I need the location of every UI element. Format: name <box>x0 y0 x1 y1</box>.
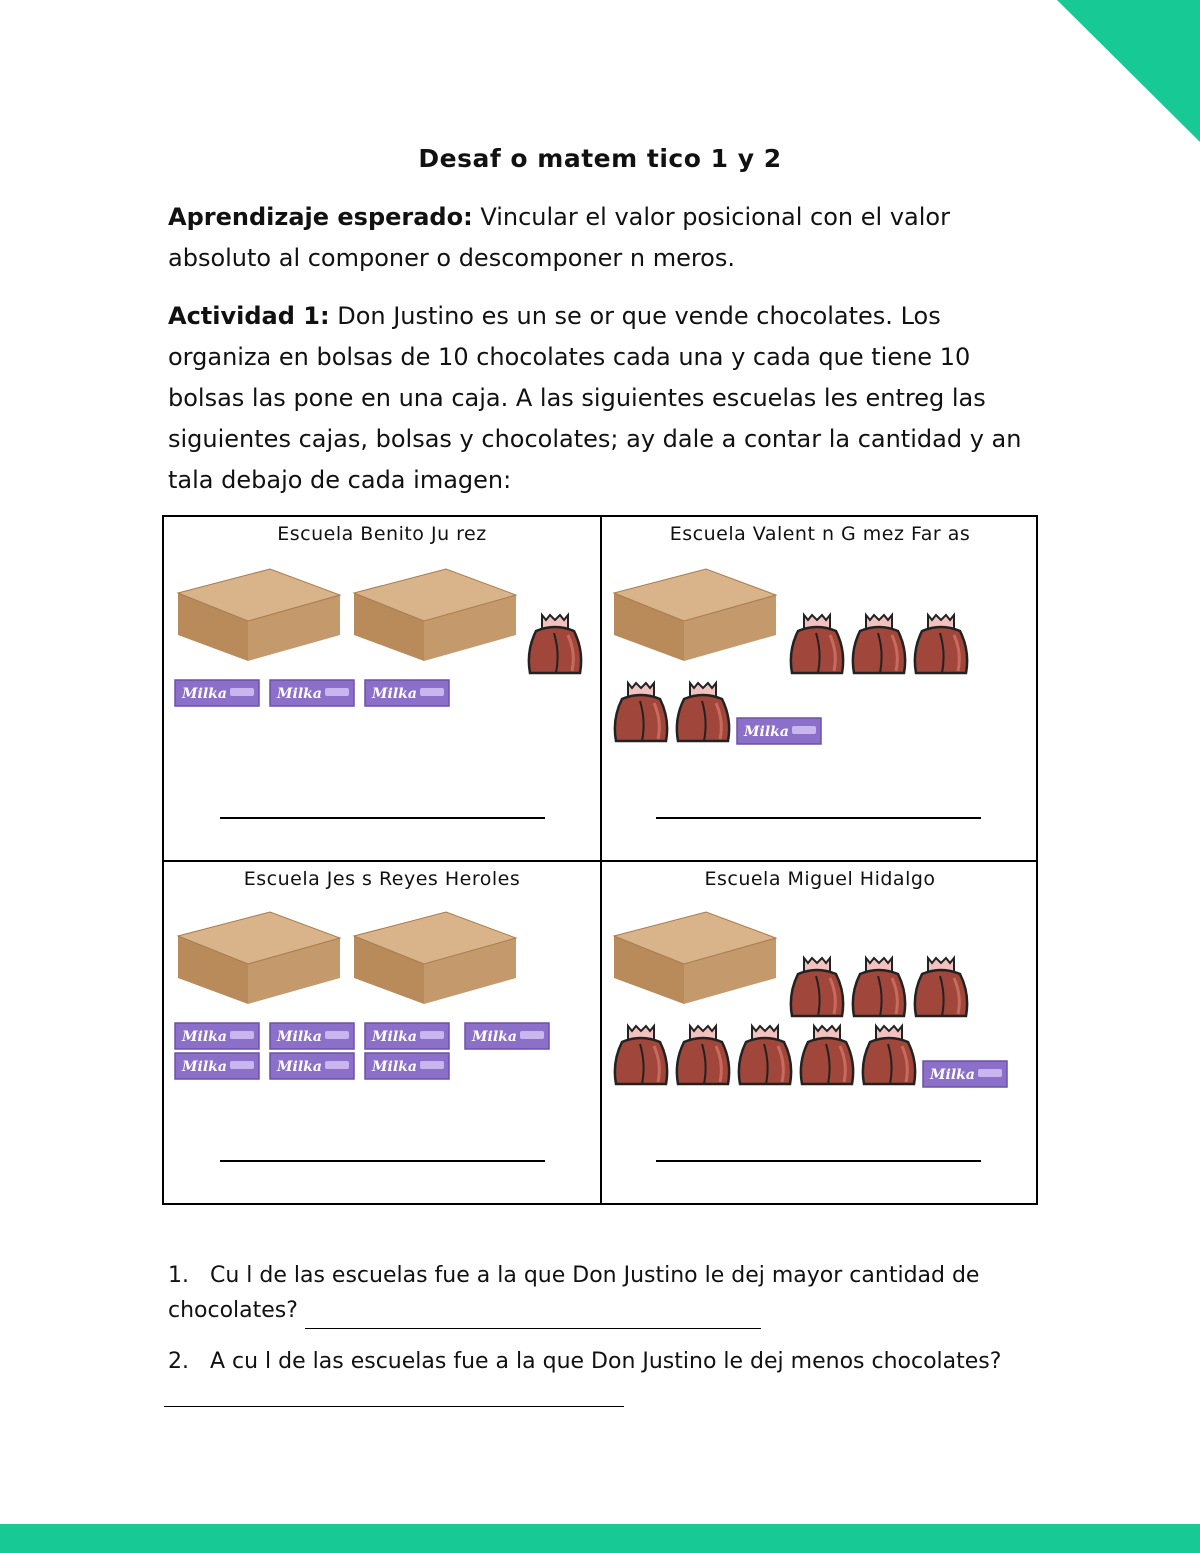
answer-blank[interactable] <box>220 817 545 819</box>
question-text: Cu l de las escuelas fue a la que Don Justino le dej mayor cantidad de chocolates? <box>168 1263 980 1323</box>
school-cell-miguel-hidalgo <box>602 862 1038 1205</box>
milka-label: Milka <box>372 1059 417 1075</box>
cardboard-box-icon <box>174 565 344 665</box>
answer-blank[interactable] <box>656 817 981 819</box>
schools-table <box>162 515 1038 1205</box>
milka-bar-icon <box>736 717 822 745</box>
milka-label: Milka <box>930 1067 975 1083</box>
milka-bar-icon <box>269 1022 355 1050</box>
chocolate-bag-icon <box>672 679 734 747</box>
cardboard-box-icon <box>610 908 780 1008</box>
milka-bar-icon <box>464 1022 550 1050</box>
teal-triangle-decoration <box>1057 0 1200 142</box>
question-number: 1. <box>168 1263 189 1288</box>
milka-label: Milka <box>277 686 322 702</box>
cardboard-box-icon <box>350 565 520 665</box>
aprendizaje-label: Aprendizaje esperado: <box>168 203 473 231</box>
school-cell-valentin-gomez-farias <box>602 517 1038 860</box>
answer-blank[interactable] <box>220 1160 545 1162</box>
aprendizaje-paragraph <box>168 197 1048 279</box>
question-1 <box>168 1258 1048 1329</box>
answer-blank[interactable] <box>656 1160 981 1162</box>
school-name: Escuela Benito Ju rez <box>277 523 487 545</box>
actividad-label: Actividad 1: <box>168 302 330 330</box>
milka-label: Milka <box>277 1059 322 1075</box>
chocolate-bag-icon <box>610 679 672 747</box>
milka-bar-icon <box>364 1022 450 1050</box>
milka-bar-icon <box>922 1060 1008 1088</box>
chocolate-bag-icon <box>858 1022 920 1090</box>
chocolate-bag-icon <box>786 954 848 1022</box>
chocolate-bag-icon <box>910 611 972 679</box>
milka-label: Milka <box>372 686 417 702</box>
corner-decoration <box>0 0 1200 160</box>
chocolate-bag-icon <box>796 1022 858 1090</box>
milka-label: Milka <box>182 1059 227 1075</box>
chocolate-bag-icon <box>734 1022 796 1090</box>
cardboard-box-icon <box>610 565 780 665</box>
chocolate-bag-icon <box>910 954 972 1022</box>
cardboard-box-icon <box>350 908 520 1008</box>
footer-bar-decoration <box>0 1524 1200 1553</box>
milka-label: Milka <box>744 724 789 740</box>
chocolate-bag-icon <box>524 611 586 679</box>
milka-bar-icon <box>174 1022 260 1050</box>
question-number: 2. <box>168 1349 189 1374</box>
milka-bar-icon <box>364 679 450 707</box>
chocolate-bag-icon <box>672 1022 734 1090</box>
school-cell-benito-juarez <box>164 517 600 860</box>
school-name: Escuela Valent n G mez Far as <box>669 523 971 545</box>
milka-label: Milka <box>182 1029 227 1045</box>
milka-label: Milka <box>182 686 227 702</box>
aprendizaje-text: Vincular el valor posicional con el valor absoluto al componer o descomponer n meros. <box>168 203 950 272</box>
milka-label: Milka <box>277 1029 322 1045</box>
question-2 <box>168 1344 1048 1379</box>
milka-bar-icon <box>174 679 260 707</box>
school-name: Escuela Miguel Hidalgo <box>704 868 936 890</box>
chocolate-bag-icon <box>786 611 848 679</box>
milka-bar-icon <box>364 1052 450 1080</box>
milka-bar-icon <box>174 1052 260 1080</box>
answer-line-1[interactable] <box>305 1293 761 1329</box>
actividad-text: Don Justino es un se or que vende chocolates. Los organiza en bolsas de 10 chocolates cada una y cada que tiene 10 bolsas las pone en una caja. A las siguientes escuelas les entreg las siguientes cajas, bolsas y chocolates; ay dale a contar la cantidad y an tala debajo de cada imagen: <box>168 302 1022 494</box>
chocolate-bag-icon <box>848 954 910 1022</box>
milka-label: Milka <box>472 1029 517 1045</box>
cardboard-box-icon <box>174 908 344 1008</box>
question-text: A cu l de las escuelas fue a la que Don Justino le dej menos chocolates? <box>209 1349 1002 1374</box>
milka-bar-icon <box>269 1052 355 1080</box>
actividad-paragraph <box>168 296 1048 501</box>
milka-label: Milka <box>372 1029 417 1045</box>
school-cell-jesus-reyes-heroles <box>164 862 600 1205</box>
chocolate-bag-icon <box>848 611 910 679</box>
page-title: Desaf o matem tico 1 y 2 <box>418 144 782 173</box>
chocolate-bag-icon <box>610 1022 672 1090</box>
school-name: Escuela Jes s Reyes Heroles <box>243 868 521 890</box>
answer-line-2[interactable] <box>164 1406 624 1407</box>
milka-bar-icon <box>269 679 355 707</box>
